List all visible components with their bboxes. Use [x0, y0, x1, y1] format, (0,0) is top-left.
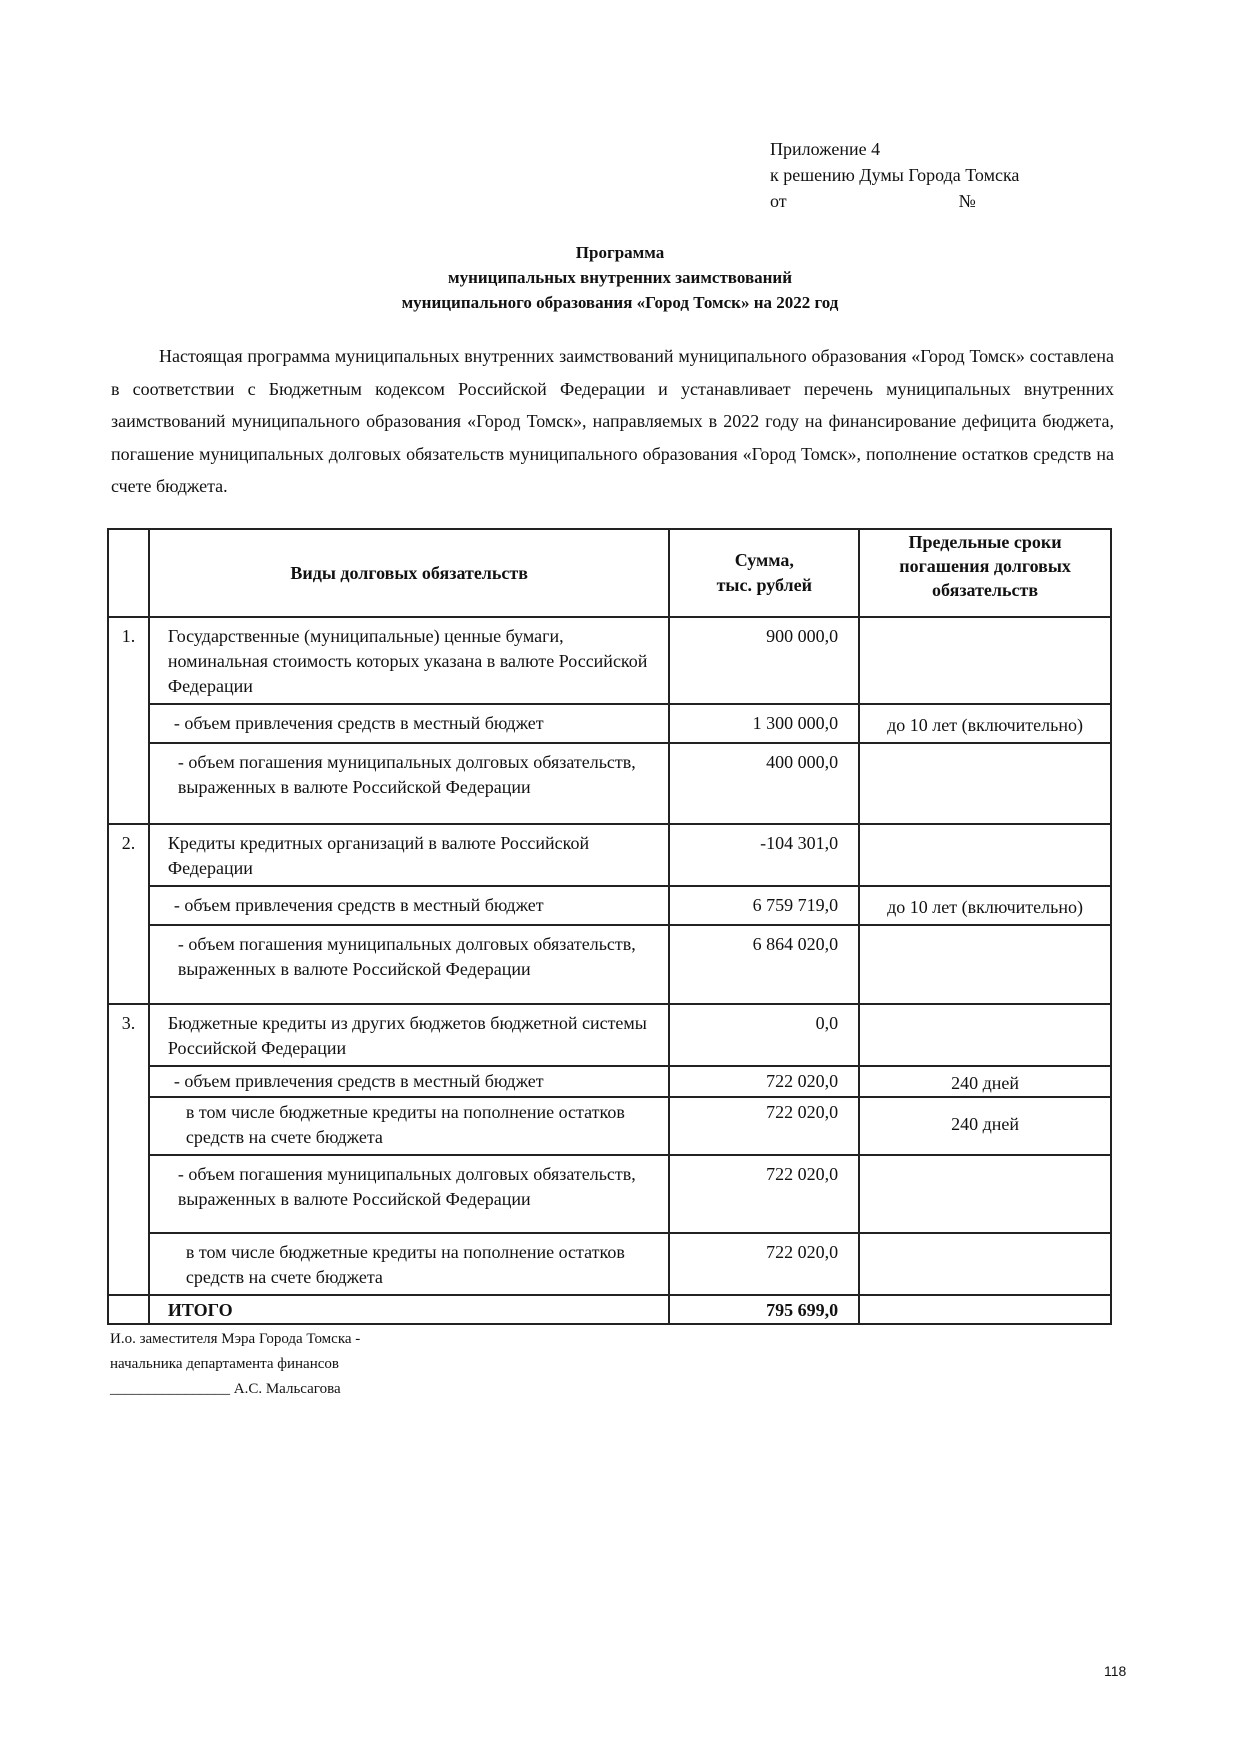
row-number: 2.	[108, 824, 149, 1004]
row-term: до 10 лет (включительно)	[859, 886, 1111, 925]
row-term: до 10 лет (включительно)	[859, 704, 1111, 743]
total-term	[859, 1295, 1111, 1324]
table-row	[108, 1155, 1111, 1233]
page-number: 118	[1104, 1663, 1127, 1679]
row-sum: 0,0	[669, 1004, 859, 1066]
table-row	[108, 704, 1111, 743]
header-term-line1: Предельные сроки	[908, 532, 1062, 552]
row-term	[859, 824, 1111, 886]
row-sum: 722 020,0	[669, 1066, 859, 1097]
table-row	[108, 617, 1111, 704]
row-sum: 1 300 000,0	[669, 704, 859, 743]
row-sum: 722 020,0	[669, 1097, 859, 1155]
row-sum: 400 000,0	[669, 743, 859, 824]
row-description: в том числе бюджетные кредиты на пополнение остатков средств на счете бюджета	[149, 1097, 670, 1155]
row-term	[859, 1233, 1111, 1295]
title-line1: Программа	[575, 243, 665, 262]
row-description: - объем привлечения средств в местный бюджет	[149, 704, 670, 743]
table-row	[108, 886, 1111, 925]
document-title	[0, 240, 1240, 315]
row-description: - объем привлечения средств в местный бюджет	[149, 886, 670, 925]
table-row	[108, 824, 1111, 886]
row-description: - объем привлечения средств в местный бюджет	[149, 1066, 670, 1097]
appendix-line1: Приложение 4	[770, 139, 881, 159]
row-term	[859, 1004, 1111, 1066]
total-row	[108, 1295, 1111, 1324]
borrowing-table	[107, 528, 1112, 1325]
row-term	[859, 743, 1111, 824]
header-term-line3: обязательств	[932, 580, 1039, 600]
row-description: - объем погашения муниципальных долговых обязательств, выраженных в валюте Российской Федерации	[149, 743, 670, 824]
header-sum-line2: тыс. рублей	[716, 575, 813, 595]
appendix-block	[770, 136, 1019, 214]
row-sum: 900 000,0	[669, 617, 859, 704]
title-line2: муниципальных внутренних заимствований	[447, 268, 793, 287]
table-row	[108, 925, 1111, 1004]
row-description: - объем погашения муниципальных долговых обязательств, выраженных в валюте Российской Федерации	[149, 925, 670, 1004]
row-term: 240 дней	[859, 1066, 1111, 1097]
signature-blank: ________________	[110, 1381, 230, 1397]
header-sum-line1: Сумма,	[734, 550, 794, 570]
row-sum: 722 020,0	[669, 1233, 859, 1295]
header-term	[859, 529, 1111, 617]
table-row	[108, 1066, 1111, 1097]
appendix-from: от	[770, 191, 787, 211]
row-term	[859, 1155, 1111, 1233]
appendix-line2: к решению Думы Города Томска	[770, 165, 1020, 185]
signature-line3	[110, 1377, 360, 1402]
row-sum: 6 759 719,0	[669, 886, 859, 925]
table-row	[108, 743, 1111, 824]
row-term	[859, 617, 1111, 704]
row-number: 1.	[108, 617, 149, 824]
row-description: Государственные (муниципальные) ценные бумаги, номинальная стоимость которых указана в валюте Российской Федерации	[149, 617, 670, 704]
signature-name: А.С. Мальсагова	[233, 1381, 341, 1397]
appendix-number-sign: №	[958, 191, 976, 211]
table-row	[108, 1004, 1111, 1066]
table-row	[108, 1097, 1111, 1155]
appendix-line3	[770, 188, 1019, 214]
signature-line2: начальника департамента финансов	[110, 1356, 339, 1372]
header-term-line2: погашения долговых	[899, 556, 1071, 576]
row-term	[859, 925, 1111, 1004]
total-num-cell	[108, 1295, 149, 1324]
total-label: ИТОГО	[149, 1295, 670, 1324]
header-num-cell	[108, 529, 149, 617]
row-number: 3.	[108, 1004, 149, 1295]
header-type: Виды долговых обязательств	[149, 529, 670, 617]
signature-line1: И.о. заместителя Мэра Города Томска -	[110, 1331, 361, 1347]
row-sum: 722 020,0	[669, 1155, 859, 1233]
header-sum	[669, 529, 859, 617]
row-description: в том числе бюджетные кредиты на пополнение остатков средств на счете бюджета	[149, 1233, 670, 1295]
signature-block	[110, 1327, 360, 1402]
row-term: 240 дней	[859, 1097, 1111, 1155]
row-description: - объем погашения муниципальных долговых обязательств, выраженных в валюте Российской Федерации	[149, 1155, 670, 1233]
row-description: Бюджетные кредиты из других бюджетов бюджетной системы Российской Федерации	[149, 1004, 670, 1066]
title-line3: муниципального образования «Город Томск» на 2022 год	[401, 293, 839, 312]
table-header-row	[108, 529, 1111, 617]
row-sum: -104 301,0	[669, 824, 859, 886]
table-tail-line	[148, 1275, 150, 1325]
total-sum: 795 699,0	[669, 1295, 859, 1324]
row-description: Кредиты кредитных организаций в валюте Российской Федерации	[149, 824, 670, 886]
intro-paragraph: Настоящая программа муниципальных внутренних заимствований муниципального образования «Город Томск» составлена в соответствии с Бюджетным кодексом Российской Федерации и устанавливает перечень муниципальных внутренних заимствований муниципального образования «Город Томск», направляемых в 2022 году на финансирование дефицита бюджета, погашение муниципальных долговых обязательств муниципального образования «Город Томск», пополнение остатков средств на счете бюджета.	[111, 346, 1114, 496]
table-row	[108, 1233, 1111, 1295]
row-sum: 6 864 020,0	[669, 925, 859, 1004]
